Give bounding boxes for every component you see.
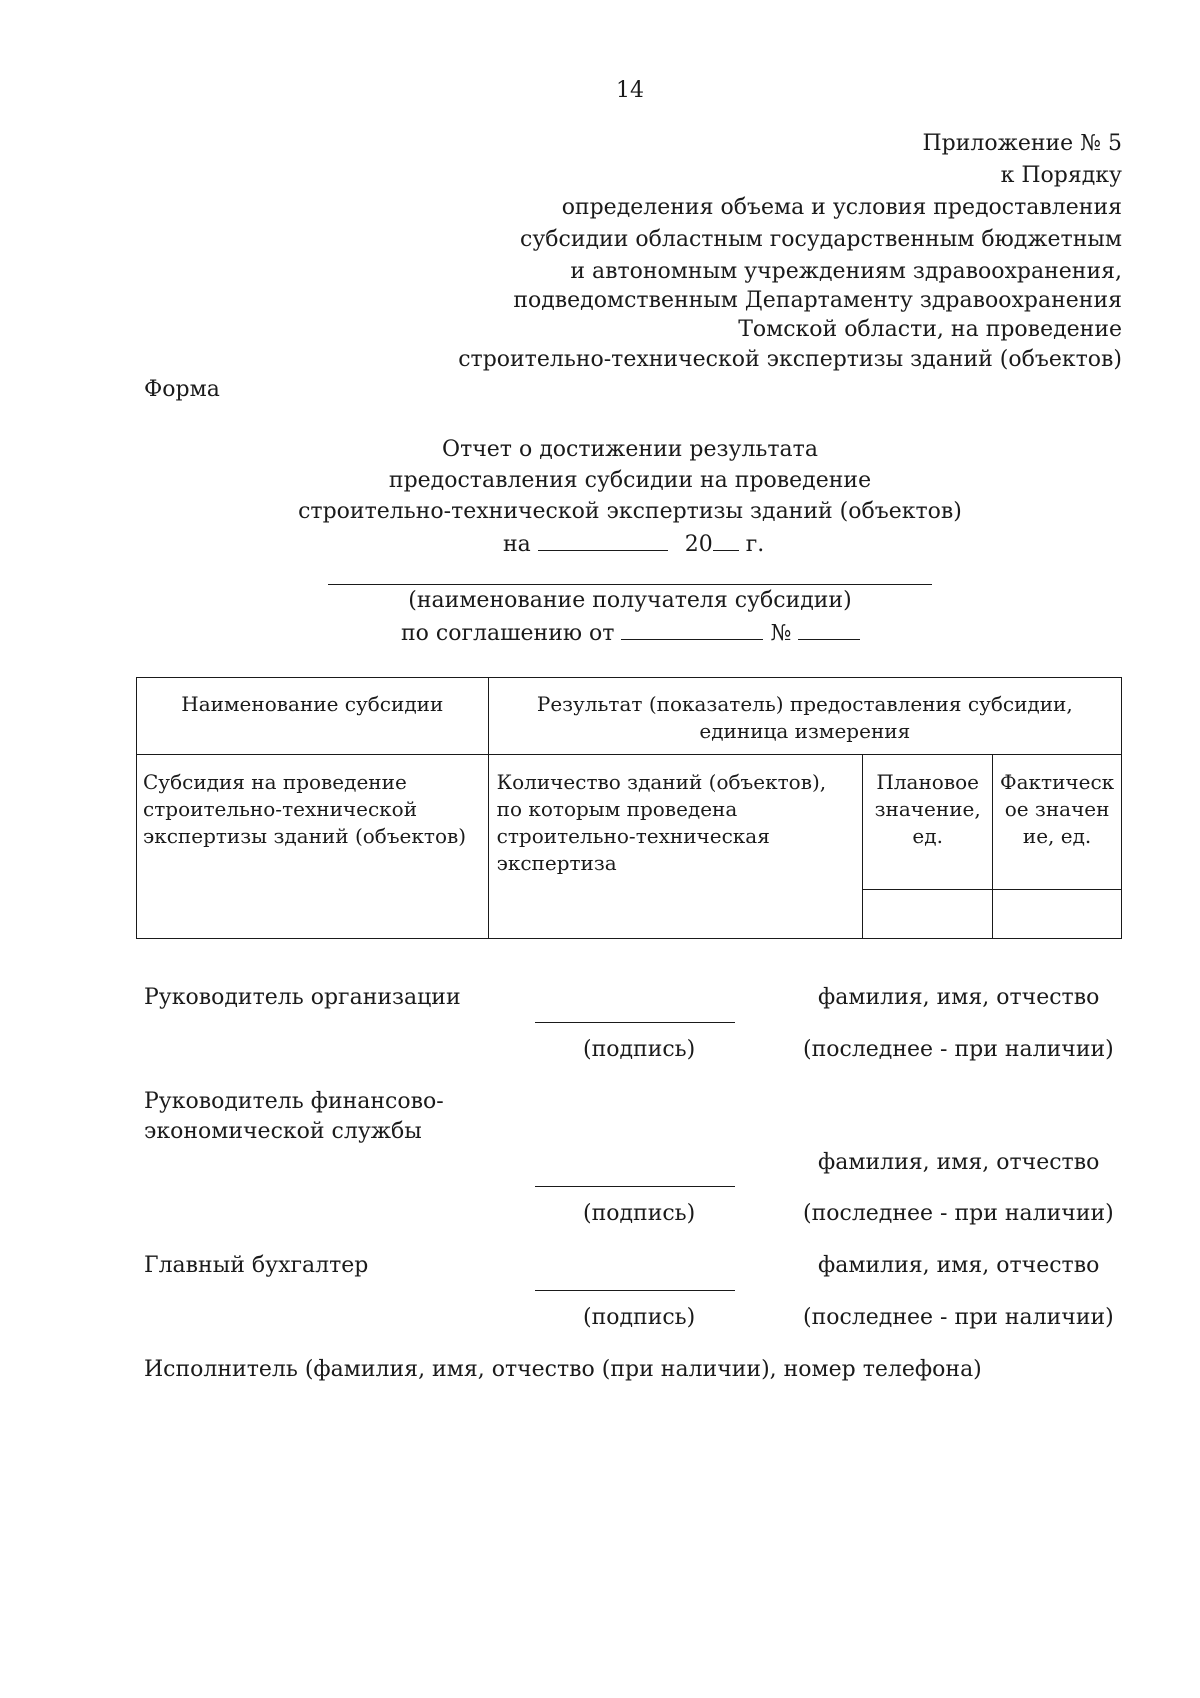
signature-caption: (подпись) (583, 1037, 696, 1062)
planned-value-cell[interactable] (863, 890, 993, 939)
report-table (136, 677, 1122, 939)
header-subsidy-name: Наименование субсидии (137, 678, 489, 755)
recipient-caption: (наименование получателя субсидии) (408, 588, 852, 613)
signature-caption: (подпись) (583, 1201, 696, 1226)
appendix-line: Приложение № 5 (922, 131, 1122, 156)
title-line: строительно-технической экспертизы зданий (объектов) (298, 499, 962, 524)
number-sign: № (770, 621, 792, 646)
agreement-date-blank[interactable] (621, 617, 763, 640)
role-label: Руководитель организации (144, 985, 461, 1010)
fio-label: фамилия, имя, отчество (818, 1150, 1100, 1175)
appendix-line: определения объема и условия предоставления (561, 195, 1122, 220)
agreement-prefix: по соглашению от (401, 621, 615, 646)
executor-line: Исполнитель (фамилия, имя, отчество (при наличии), номер телефона) (144, 1357, 982, 1382)
title-line: предоставления субсидии на проведение (388, 468, 872, 493)
appendix-line: субсидии областным государственным бюджетным (520, 227, 1122, 252)
form-label: Форма (144, 377, 220, 402)
date-year: 20 (684, 532, 713, 557)
fio-label: фамилия, имя, отчество (818, 985, 1100, 1010)
fio-caption: (последнее - при наличии) (803, 1201, 1114, 1226)
date-suffix: г. (745, 532, 765, 557)
date-prefix: на (503, 532, 531, 557)
agreement-line (401, 617, 860, 649)
signature-caption: (подпись) (583, 1305, 696, 1330)
fio-caption: (последнее - при наличии) (803, 1037, 1114, 1062)
fio-caption: (последнее - при наличии) (803, 1305, 1114, 1330)
year-blank[interactable] (713, 528, 739, 551)
fio-label: фамилия, имя, отчество (818, 1253, 1100, 1278)
appendix-line: Томской области, на проведение (738, 317, 1122, 342)
subsidy-name-cell: Субсидия на проведение строительно-технической экспертизы зданий (объектов) (137, 755, 489, 939)
role-label: Главный бухгалтер (144, 1253, 369, 1278)
signature-line[interactable] (535, 1022, 735, 1023)
indicator-cell: Количество зданий (объектов), по которым проведена строительно-техническая экспертиза (488, 755, 863, 939)
date-blank[interactable] (538, 528, 668, 551)
actual-value-cell[interactable] (993, 890, 1122, 939)
signature-line[interactable] (535, 1186, 735, 1187)
signature-line[interactable] (535, 1290, 735, 1291)
title-line: Отчет о достижении результата (442, 437, 818, 462)
actual-header: Фактическое значение, ед. (993, 755, 1122, 890)
role-label: Руководитель финансово-экономической службы (144, 1089, 444, 1144)
report-date-line (503, 528, 764, 560)
header-result: Результат (показатель) предоставления субсидии, единица измерения (488, 678, 1121, 755)
planned-header: Плановое значение, ед. (863, 755, 993, 890)
agreement-number-blank[interactable] (798, 617, 860, 640)
page-number: 14 (616, 78, 644, 103)
appendix-line: к Порядку (1000, 163, 1122, 188)
recipient-name-line[interactable] (328, 584, 932, 585)
appendix-line: подведомственным Департаменту здравоохранения (513, 288, 1122, 313)
appendix-line: и автономным учреждениям здравоохранения, (570, 259, 1122, 284)
appendix-line: строительно-технической экспертизы зданий (объектов) (458, 347, 1122, 372)
